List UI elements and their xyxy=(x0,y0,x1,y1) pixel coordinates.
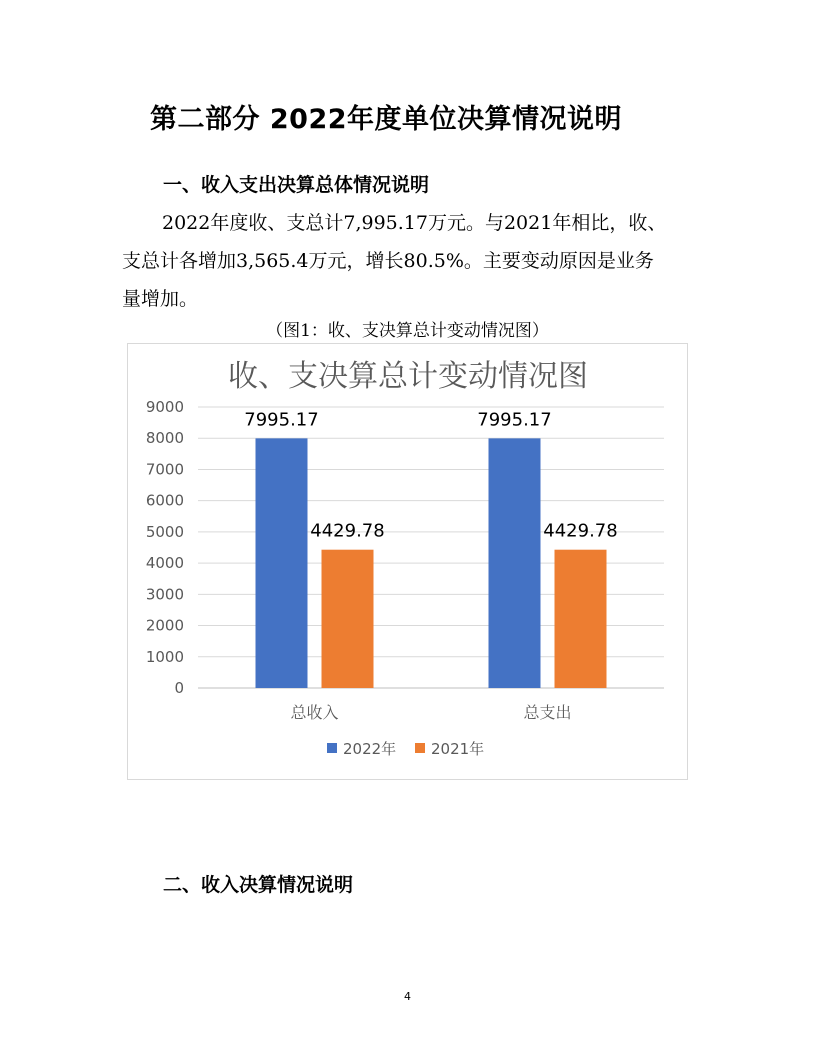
data-label: 4429.78 xyxy=(543,520,618,542)
legend-label: 2022年 xyxy=(343,740,397,758)
y-tick-label: 4000 xyxy=(145,554,184,573)
y-tick-label: 7000 xyxy=(145,460,184,479)
y-tick-label: 6000 xyxy=(145,491,184,510)
data-label: 4429.78 xyxy=(310,520,385,542)
bar-series-1 xyxy=(256,438,308,688)
paragraph-line: 量增加。 xyxy=(122,288,199,310)
figure-caption: （图1：收、支决算总计变动情况图） xyxy=(266,321,549,341)
legend-swatch xyxy=(327,743,337,753)
section-heading-income-expense: 一、收入支出决算总体情况说明 xyxy=(163,174,430,196)
y-tick-label: 5000 xyxy=(145,522,184,541)
paragraph-line: 支总计各增加3,565.4万元，增长80.5%。主要变动原因是业务 xyxy=(122,250,654,272)
chart-container xyxy=(127,343,688,780)
paragraph-line: 2022年度收、支总计7,995.17万元。与2021年相比，收、 xyxy=(162,212,667,234)
y-tick-label: 3000 xyxy=(145,585,184,604)
page-number: 4 xyxy=(404,990,411,1003)
chart-x-axis xyxy=(290,703,571,722)
bar-series-2 xyxy=(322,550,374,688)
bar-series-2 xyxy=(555,550,607,688)
bar-series-1 xyxy=(489,438,541,688)
legend-label: 2021年 xyxy=(431,740,485,758)
chart-y-axis xyxy=(146,398,184,697)
x-category-label: 总支出 xyxy=(523,703,572,722)
y-tick-label: 0 xyxy=(174,679,184,697)
y-tick-label: 8000 xyxy=(145,429,184,448)
legend-swatch xyxy=(415,743,425,753)
y-tick-label: 1000 xyxy=(145,647,184,666)
chart-legend xyxy=(327,740,484,758)
x-category-label: 总收入 xyxy=(290,703,339,722)
bar-chart xyxy=(128,344,689,781)
y-tick-label: 9000 xyxy=(145,398,184,416)
y-tick-label: 2000 xyxy=(145,616,184,635)
page-title: 第二部分 2022年度单位决算情况说明 xyxy=(150,104,623,135)
data-label: 7995.17 xyxy=(477,409,552,431)
data-label: 7995.17 xyxy=(244,409,319,431)
chart-title: 收、支决算总计变动情况图 xyxy=(228,359,588,394)
section-heading-income: 二、收入决算情况说明 xyxy=(163,874,354,896)
